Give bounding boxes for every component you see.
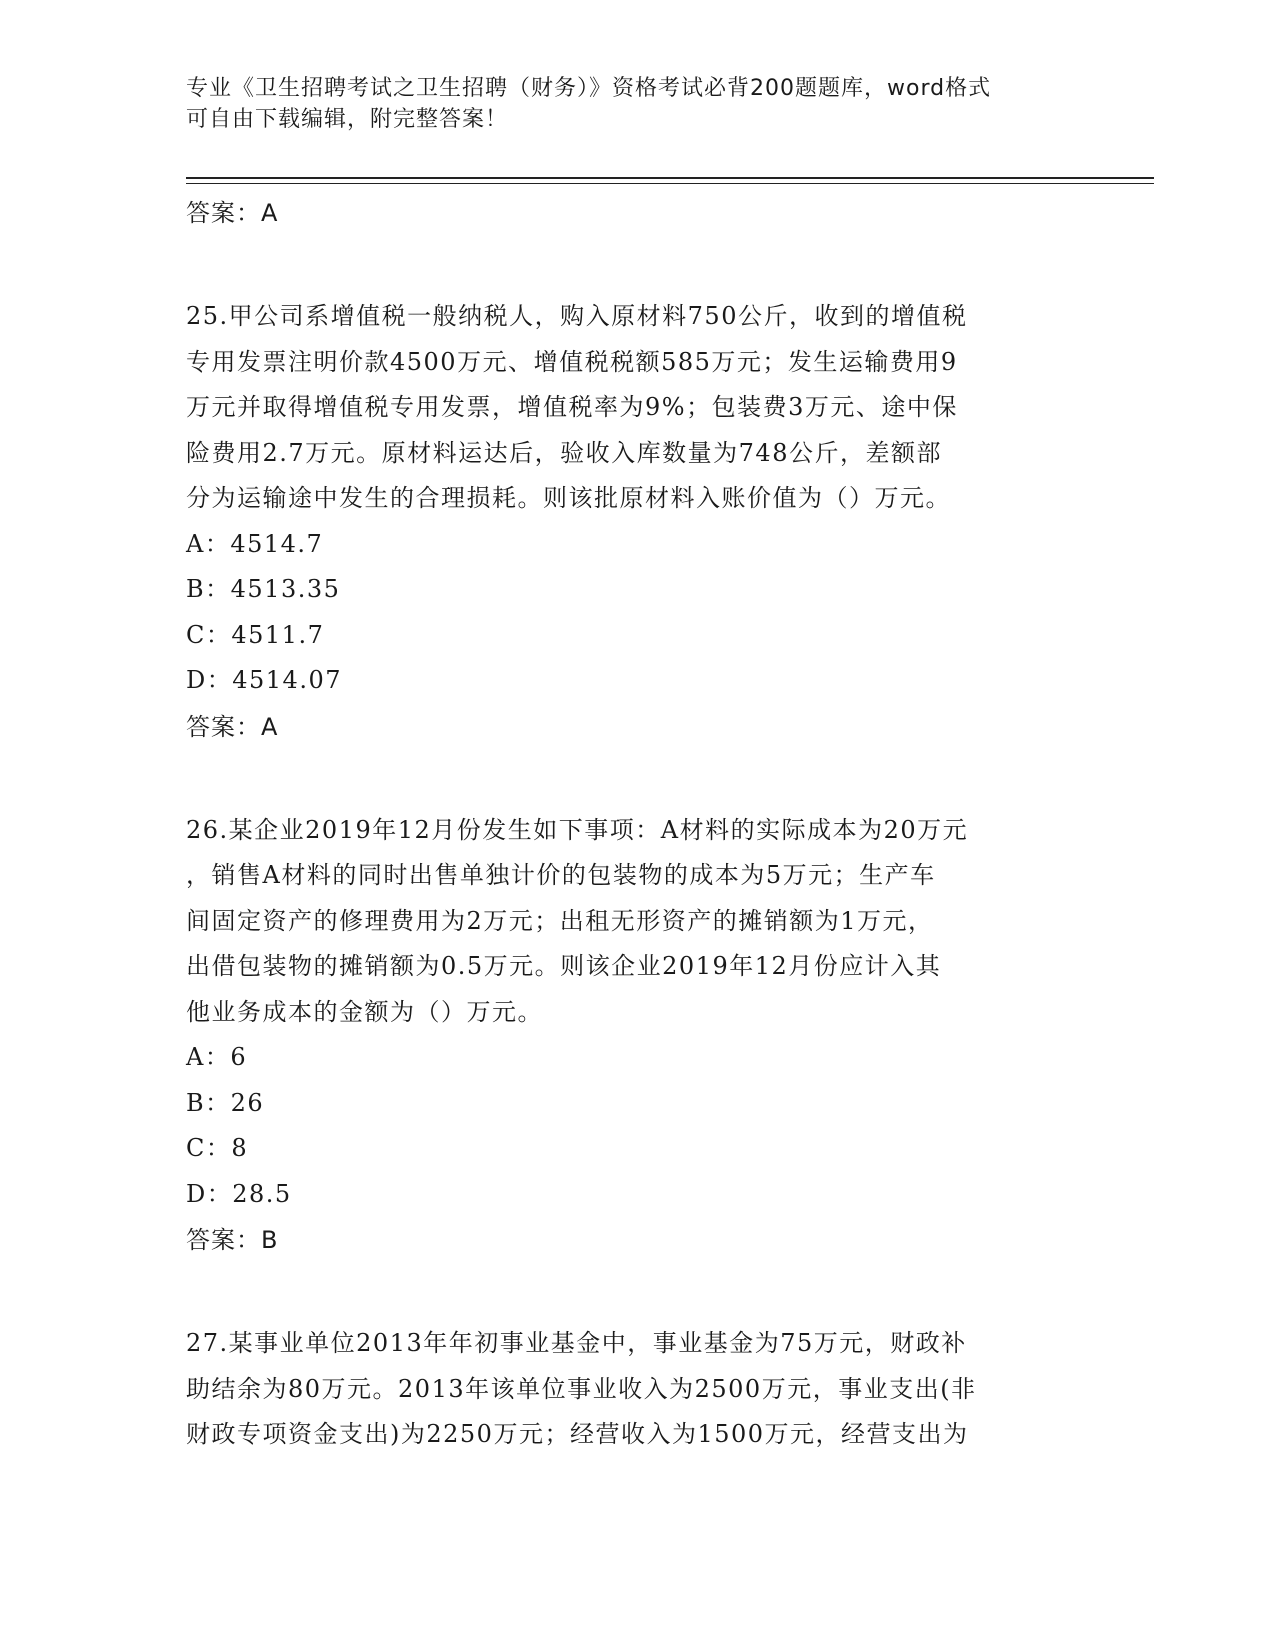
question-line: ，销售A材料的同时出售单独计价的包装物的成本为5万元；生产车	[186, 861, 936, 889]
question-line: 他业务成本的金额为（）万元。	[186, 997, 543, 1026]
question-line: 万元并取得增值税专用发票，增值税率为9%；包装费3万元、途中保	[186, 393, 958, 421]
question-text	[186, 294, 1086, 522]
header-rule-thick	[186, 177, 1154, 179]
question-line: 助结余为80万元。2013年该单位事业收入为2500万元，事业支出(非	[186, 1374, 977, 1403]
question-line: 25.甲公司系增值税一般纳税人，购入原材料750公斤，收到的增值税	[186, 302, 968, 330]
question-line: 26.某企业2019年12月份发生如下事项：A材料的实际成本为20万元	[186, 815, 969, 844]
question-line: 间固定资产的修理费用为2万元；出租无形资产的摊销额为1万元，	[186, 906, 934, 935]
page-header	[186, 73, 1066, 135]
header-line-1: 专业《卫生招聘考试之卫生招聘（财务）》资格考试必背200题题库，word格式	[186, 76, 992, 101]
question-text	[186, 808, 1086, 1036]
option-a: A：4514.7	[186, 529, 324, 558]
question-line: 专用发票注明价款4500万元、增值税税额585万元；发生运输费用9	[186, 347, 958, 376]
spacer	[186, 236, 1086, 294]
option-d: D：28.5	[186, 1179, 292, 1208]
option-b: B：26	[186, 1088, 265, 1117]
page-content	[186, 190, 1086, 1458]
question-text	[186, 1321, 1086, 1458]
option-d: D：4514.07	[186, 666, 342, 694]
question-line: 分为运输途中发生的合理损耗。则该批原材料入账价值为（）万元。	[186, 484, 951, 512]
question-line: 27.某事业单位2013年年初事业基金中，事业基金为75万元，财政补	[186, 1329, 967, 1357]
spacer	[186, 1263, 1086, 1321]
option-b: B：4513.35	[186, 575, 341, 603]
header-rule-thin	[186, 183, 1154, 184]
option-c: C：8	[186, 1134, 249, 1162]
question-line: 出借包装物的摊销额为0.5万元。则该企业2019年12月份应计入其	[186, 952, 942, 980]
question-line: 财政专项资金支出)为2250万元；经营收入为1500万元，经营支出为	[186, 1420, 969, 1448]
header-line-2: 可自由下载编辑，附完整答案！	[186, 107, 509, 132]
spacer	[186, 750, 1086, 808]
option-a: A：6	[186, 1043, 248, 1071]
question-line: 险费用2.7万元。原材料运达后，验收入库数量为748公斤，差额部	[186, 438, 942, 467]
answer-line: 答案：A	[186, 199, 279, 227]
option-c: C：4511.7	[186, 620, 325, 649]
answer-line: 答案：B	[186, 1226, 279, 1254]
answer-line: 答案：A	[186, 712, 279, 741]
